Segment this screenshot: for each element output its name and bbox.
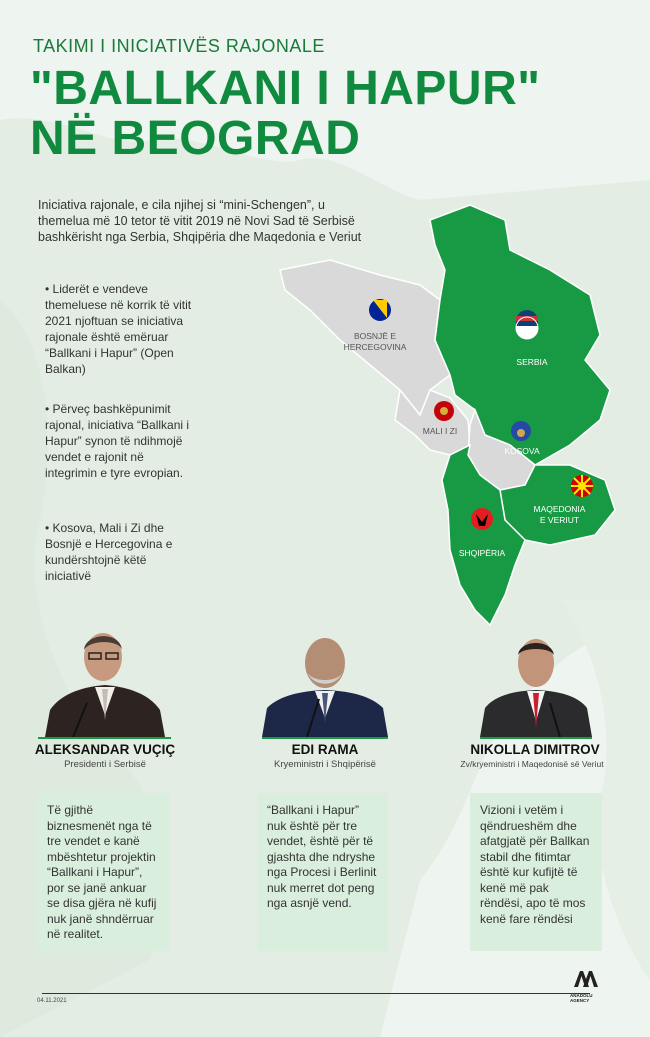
bullet-2: • Përveç bashkëpunimit rajonal, iniciativa “Ballkani i Hapur” synon të ndihmojë vendet e rajonit në integrimin e tyre evropian. — [45, 402, 190, 480]
label-macedonia: MAQEDONIA E VERIUT — [533, 504, 586, 525]
name-dimitrov: NIKOLLA DIMITROV — [470, 742, 600, 757]
montenegro-shape — [395, 390, 470, 455]
intro-text: Iniciativa rajonale, e cila njihej si “mini-Schengen”, u themelua më 10 tetor të vitit 2019 në Novi Sad të Serbisë bashkërisht nga Serbia, Shqipëria dhe Maqedonia e Veriut — [38, 198, 362, 244]
kicker: TAKIMI I INICIATIVËS RAJONALE — [33, 36, 325, 56]
portrait-rama — [262, 633, 388, 737]
role-dimitrov: Zv/kryeministri i Maqedonisë së Veriut — [460, 759, 604, 769]
footer-date: 04.11.2021 — [37, 998, 67, 1004]
name-rama: EDI RAMA — [291, 742, 359, 757]
name-vucic: ALEKSANDAR VUÇIÇ — [34, 742, 176, 757]
page-title — [30, 64, 590, 164]
bosnia-flag-icon — [369, 299, 391, 321]
label-bosnia: BOSNJË E HERCEGOVINA — [343, 331, 407, 352]
bullet-1: • Liderët e vendeve themeluese në korrik të vitit 2021 njoftuan se iniciativa rajonale është emëruar “Ballkani i Hapur” (Open Balkan) — [45, 282, 192, 376]
macedonia-flag-icon — [571, 475, 593, 497]
logo-text: ANADOLU AGENCY — [570, 993, 593, 1003]
anadolu-logo — [570, 969, 602, 1003]
montenegro-flag-icon — [434, 401, 454, 421]
label-kosovo: KOSOVA — [504, 446, 540, 456]
role-rama: Kryeministri i Shqipërisë — [274, 759, 376, 770]
footer-divider — [42, 993, 590, 994]
quote-vucic: Të gjithë biznesmenët nga të tre vendet e kanë mbështetur projektin “Ballkani i Hapur”, por se janë ankuar se disa gjëra në kufij nuk janë shndërruar në realitet. — [37, 793, 170, 951]
label-albania: SHQIPËRIA — [458, 548, 506, 558]
quote-dimitrov: Vizioni i vetëm i qëndrueshëm dhe afatgjatë për Ballkan stabil dhe fitimtar është kur kufijtë të kenë më pak rëndësi, apo të mos kenë fare rëndësi — [470, 793, 602, 951]
bullet-3: • Kosova, Mali i Zi dhe Bosnjë e Hercegovina e kundërshtojnë këtë iniciativë — [45, 521, 173, 583]
kosovo-flag-icon — [511, 421, 531, 441]
role-vucic: Presidenti i Serbisë — [64, 759, 146, 770]
title-line-2: NË BEOGRAD — [30, 112, 361, 165]
quote-rama: “Ballkani i Hapur” nuk është për tre vendet, është për të gjashta dhe ndryshe nga Procesi i Berlinit nuk merret dot peng nga asnjë vend. — [257, 793, 388, 951]
portrait-vucic — [45, 625, 165, 737]
balkan-map — [270, 200, 630, 630]
label-serbia: SERBIA — [516, 357, 548, 367]
title-line-1: "BALLKANI I HAPUR" — [30, 62, 541, 115]
aa-logo-icon — [570, 969, 602, 989]
divider-rama — [262, 737, 388, 739]
label-montenegro: MALI I ZI — [422, 426, 458, 436]
albania-flag-icon — [471, 508, 493, 530]
serbia-flag-icon — [516, 310, 538, 339]
portrait-dimitrov — [480, 633, 592, 737]
divider-dimitrov — [480, 737, 592, 739]
divider-vucic — [38, 737, 171, 739]
